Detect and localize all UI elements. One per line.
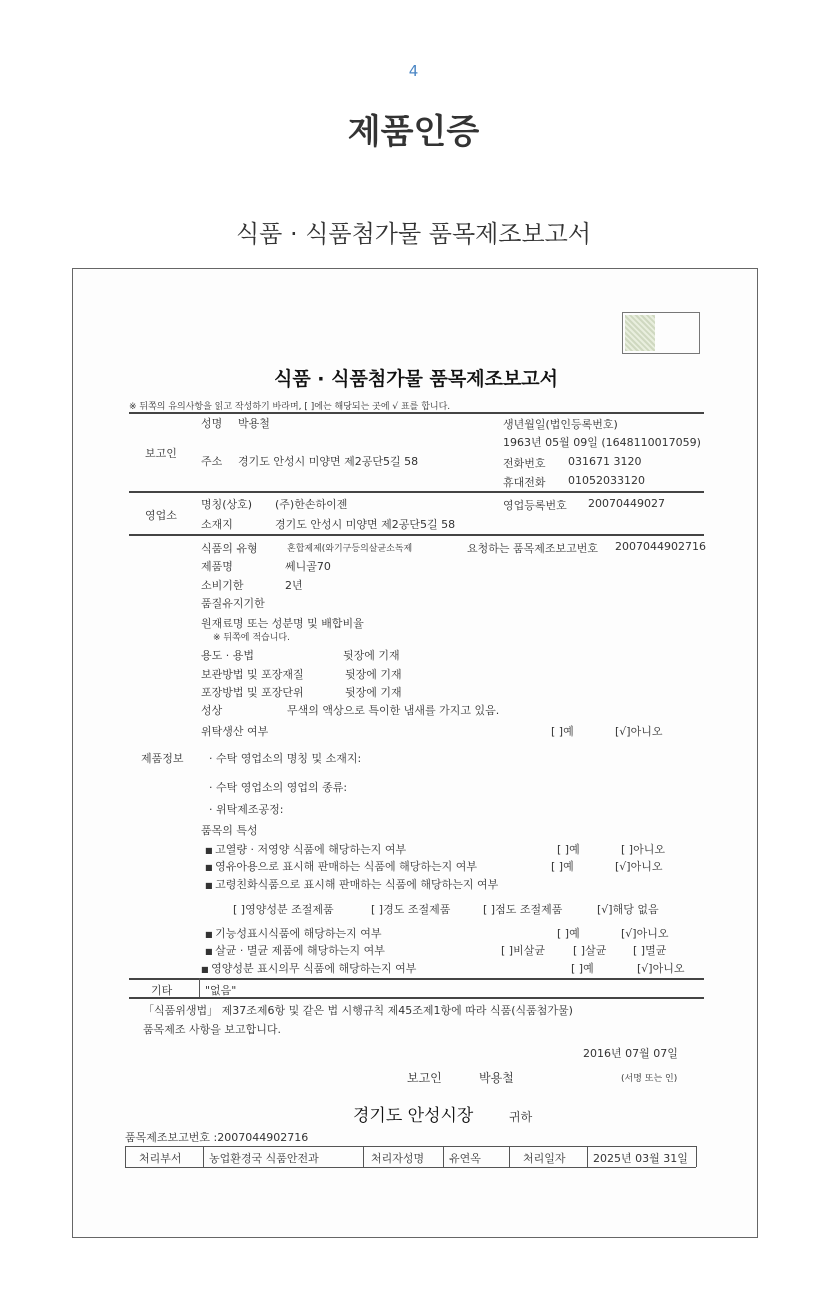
feature-functional-no: [√]아니오 bbox=[621, 927, 669, 940]
certificate-document bbox=[72, 268, 758, 1238]
expiry-value: 2년 bbox=[285, 579, 303, 592]
table-border bbox=[509, 1146, 510, 1167]
report-number-line: 품목제조보고번호 :2007044902716 bbox=[125, 1131, 309, 1144]
page-number: 4 bbox=[408, 62, 419, 80]
reporter-address: 경기도 안성시 미양면 제2공단5길 58 bbox=[238, 455, 419, 468]
signer-name: 박용철 bbox=[479, 1071, 514, 1085]
signer-label: 보고인 bbox=[407, 1071, 442, 1085]
feature-nutrition-label: ■ 영양성분 표시의무 식품에 해당하는지 여부 bbox=[201, 960, 416, 976]
expiry-label: 소비기한 bbox=[201, 579, 244, 592]
feature-senior-nutrition: [ ]영양성분 조절제품 bbox=[233, 903, 334, 916]
usage-label: 용도 · 용법 bbox=[201, 649, 254, 662]
reporter-name: 박용철 bbox=[238, 417, 270, 430]
type-label: 식품의 유형 bbox=[201, 542, 258, 555]
packing-value: 뒷장에 기재 bbox=[345, 686, 402, 699]
process-date: 2025년 03월 31일 bbox=[593, 1152, 688, 1165]
feature-functional-yes: [ ]예 bbox=[557, 927, 580, 940]
ingredients-label: 원재료명 또는 성분명 및 배합비율 bbox=[201, 617, 364, 630]
recipient-suffix: 귀하 bbox=[509, 1110, 533, 1124]
feature-sterilized-pasteurized: [ ]살균 bbox=[573, 944, 607, 957]
report-number: 2007044902716 bbox=[615, 540, 706, 553]
report-date: 2016년 07월 07일 bbox=[583, 1047, 678, 1060]
table-border bbox=[125, 1167, 696, 1168]
feature-sterilized-sterile: [ ]멸균 bbox=[633, 944, 667, 957]
divider bbox=[129, 491, 704, 493]
outsourcing-no: [√]아니오 bbox=[615, 725, 663, 738]
process-date-label: 처리일자 bbox=[523, 1152, 566, 1165]
birth-value: 1963년 05월 09일 (1648110017059) bbox=[503, 436, 701, 449]
feature-senior: ■ 고령친화식품으로 표시해 판매하는 식품에 해당하는지 여부 bbox=[205, 876, 498, 892]
etc-value: "없음" bbox=[205, 984, 237, 997]
feature-sterilized: ■ 살균 · 멸균 제품에 해당하는지 여부 bbox=[205, 942, 385, 958]
outsourcing-process: · 위탁제조공정: bbox=[209, 803, 284, 816]
feature-high-calorie: ■ 고열량 · 저영양 식품에 해당하는지 여부 bbox=[205, 841, 406, 857]
feature-infant-no: [√]아니오 bbox=[615, 860, 663, 873]
person-label: 처리자성명 bbox=[371, 1152, 425, 1165]
product-name: 쎄니골70 bbox=[285, 560, 331, 573]
storage-label: 보관방법 및 포장재질 bbox=[201, 668, 304, 681]
property-value: 무색의 액상으로 특이한 냄새를 가지고 있음. bbox=[287, 704, 500, 717]
divider bbox=[129, 412, 704, 414]
quality-label: 품질유지기한 bbox=[201, 597, 265, 610]
feature-high-calorie-yes: [ ]예 bbox=[557, 843, 580, 856]
page-subtitle: 식품 · 식품첨가물 품목제조보고서 bbox=[235, 220, 592, 248]
page-title: 제품인증 bbox=[347, 112, 480, 152]
revenue-stamp bbox=[625, 315, 655, 351]
person-value: 유연옥 bbox=[449, 1152, 481, 1165]
mobile-value: 01052033120 bbox=[568, 474, 645, 487]
feature-high-calorie-no: [ ]아니오 bbox=[621, 843, 665, 856]
feature-senior-viscosity: [ ]점도 조절제품 bbox=[483, 903, 563, 916]
notice-text: ※ 뒤쪽의 유의사항을 읽고 작성하기 바라며, [ ]에는 해당되는 곳에 √ 표를 합니다. bbox=[129, 402, 451, 412]
statement-line-1: 「식품위생법」 제37조제6항 및 같은 법 시행규칙 제45조제1항에 따라 식품(식품첨가물) bbox=[143, 1004, 573, 1017]
location-label: 소재지 bbox=[201, 518, 233, 531]
stamp-box bbox=[622, 312, 700, 354]
table-border bbox=[203, 1146, 204, 1167]
outsourcing-label: 위탁생산 여부 bbox=[201, 725, 269, 738]
reporter-section-label: 보고인 bbox=[145, 447, 177, 460]
divider bbox=[199, 978, 200, 997]
feature-sterilized-none: [ ]비살균 bbox=[501, 944, 545, 957]
business-section-label: 영업소 bbox=[145, 509, 177, 522]
table-border bbox=[587, 1146, 588, 1167]
birth-label: 생년월일(법인등록번호) bbox=[503, 418, 618, 431]
table-border bbox=[443, 1146, 444, 1167]
business-name-label: 명칭(상호) bbox=[201, 498, 253, 511]
usage-value: 뒷장에 기재 bbox=[343, 649, 400, 662]
divider bbox=[129, 997, 704, 999]
outsourcing-yes: [ ]예 bbox=[551, 725, 574, 738]
product-section-label: 제품정보 bbox=[141, 752, 184, 765]
ingredients-note: ※ 뒤쪽에 적습니다. bbox=[213, 633, 290, 643]
address-label: 주소 bbox=[201, 455, 223, 468]
product-type: 혼합제제(와기구등의살균소독제 bbox=[287, 544, 413, 554]
report-number-label: 요청하는 품목제조보고번호 bbox=[467, 542, 599, 555]
statement-line-2: 품목제조 사항을 보고합니다. bbox=[143, 1023, 282, 1036]
product-name-label: 제품명 bbox=[201, 560, 233, 573]
packing-label: 포장방법 및 포장단위 bbox=[201, 686, 304, 699]
feature-nutrition-label-no: [√]아니오 bbox=[637, 962, 685, 975]
phone-value: 031671 3120 bbox=[568, 455, 642, 468]
business-name: (주)한손하이젠 bbox=[275, 498, 348, 511]
feature-infant-yes: [ ]예 bbox=[551, 860, 574, 873]
phone-label: 전화번호 bbox=[503, 457, 546, 470]
etc-label: 기타 bbox=[151, 984, 173, 997]
outsourcing-kind: · 수탁 영업소의 영업의 종류: bbox=[209, 781, 348, 794]
table-border bbox=[125, 1146, 126, 1167]
table-border bbox=[125, 1146, 696, 1147]
feature-senior-none: [√]해당 없음 bbox=[597, 903, 659, 916]
feature-infant: ■ 영유아용으로 표시해 판매하는 식품에 해당하는지 여부 bbox=[205, 858, 477, 874]
dept-label: 처리부서 bbox=[139, 1152, 182, 1165]
document-title: 식품 · 식품첨가물 품목제조보고서 bbox=[273, 368, 559, 390]
feature-senior-hardness: [ ]경도 조절제품 bbox=[371, 903, 451, 916]
feature-nutrition-label-yes: [ ]예 bbox=[571, 962, 594, 975]
features-label: 품목의 특성 bbox=[201, 824, 258, 837]
business-location: 경기도 안성시 미양면 제2공단5길 58 bbox=[275, 518, 456, 531]
feature-functional: ■ 기능성표시식품에 해당하는지 여부 bbox=[205, 925, 382, 941]
name-label: 성명 bbox=[201, 417, 223, 430]
dept-value: 농업환경국 식품안전과 bbox=[209, 1152, 319, 1165]
registration-number: 20070449027 bbox=[588, 497, 665, 510]
registration-label: 영업등록번호 bbox=[503, 499, 567, 512]
storage-value: 뒷장에 기재 bbox=[345, 668, 402, 681]
recipient: 경기도 안성시장 bbox=[353, 1106, 474, 1126]
divider bbox=[129, 978, 704, 980]
table-border bbox=[363, 1146, 364, 1167]
sign-note: (서명 또는 인) bbox=[621, 1074, 678, 1084]
outsourcing-name: · 수탁 영업소의 명칭 및 소재지: bbox=[209, 752, 362, 765]
mobile-label: 휴대전화 bbox=[503, 476, 546, 489]
property-label: 성상 bbox=[201, 704, 223, 717]
divider bbox=[129, 534, 704, 536]
table-border bbox=[696, 1146, 697, 1167]
